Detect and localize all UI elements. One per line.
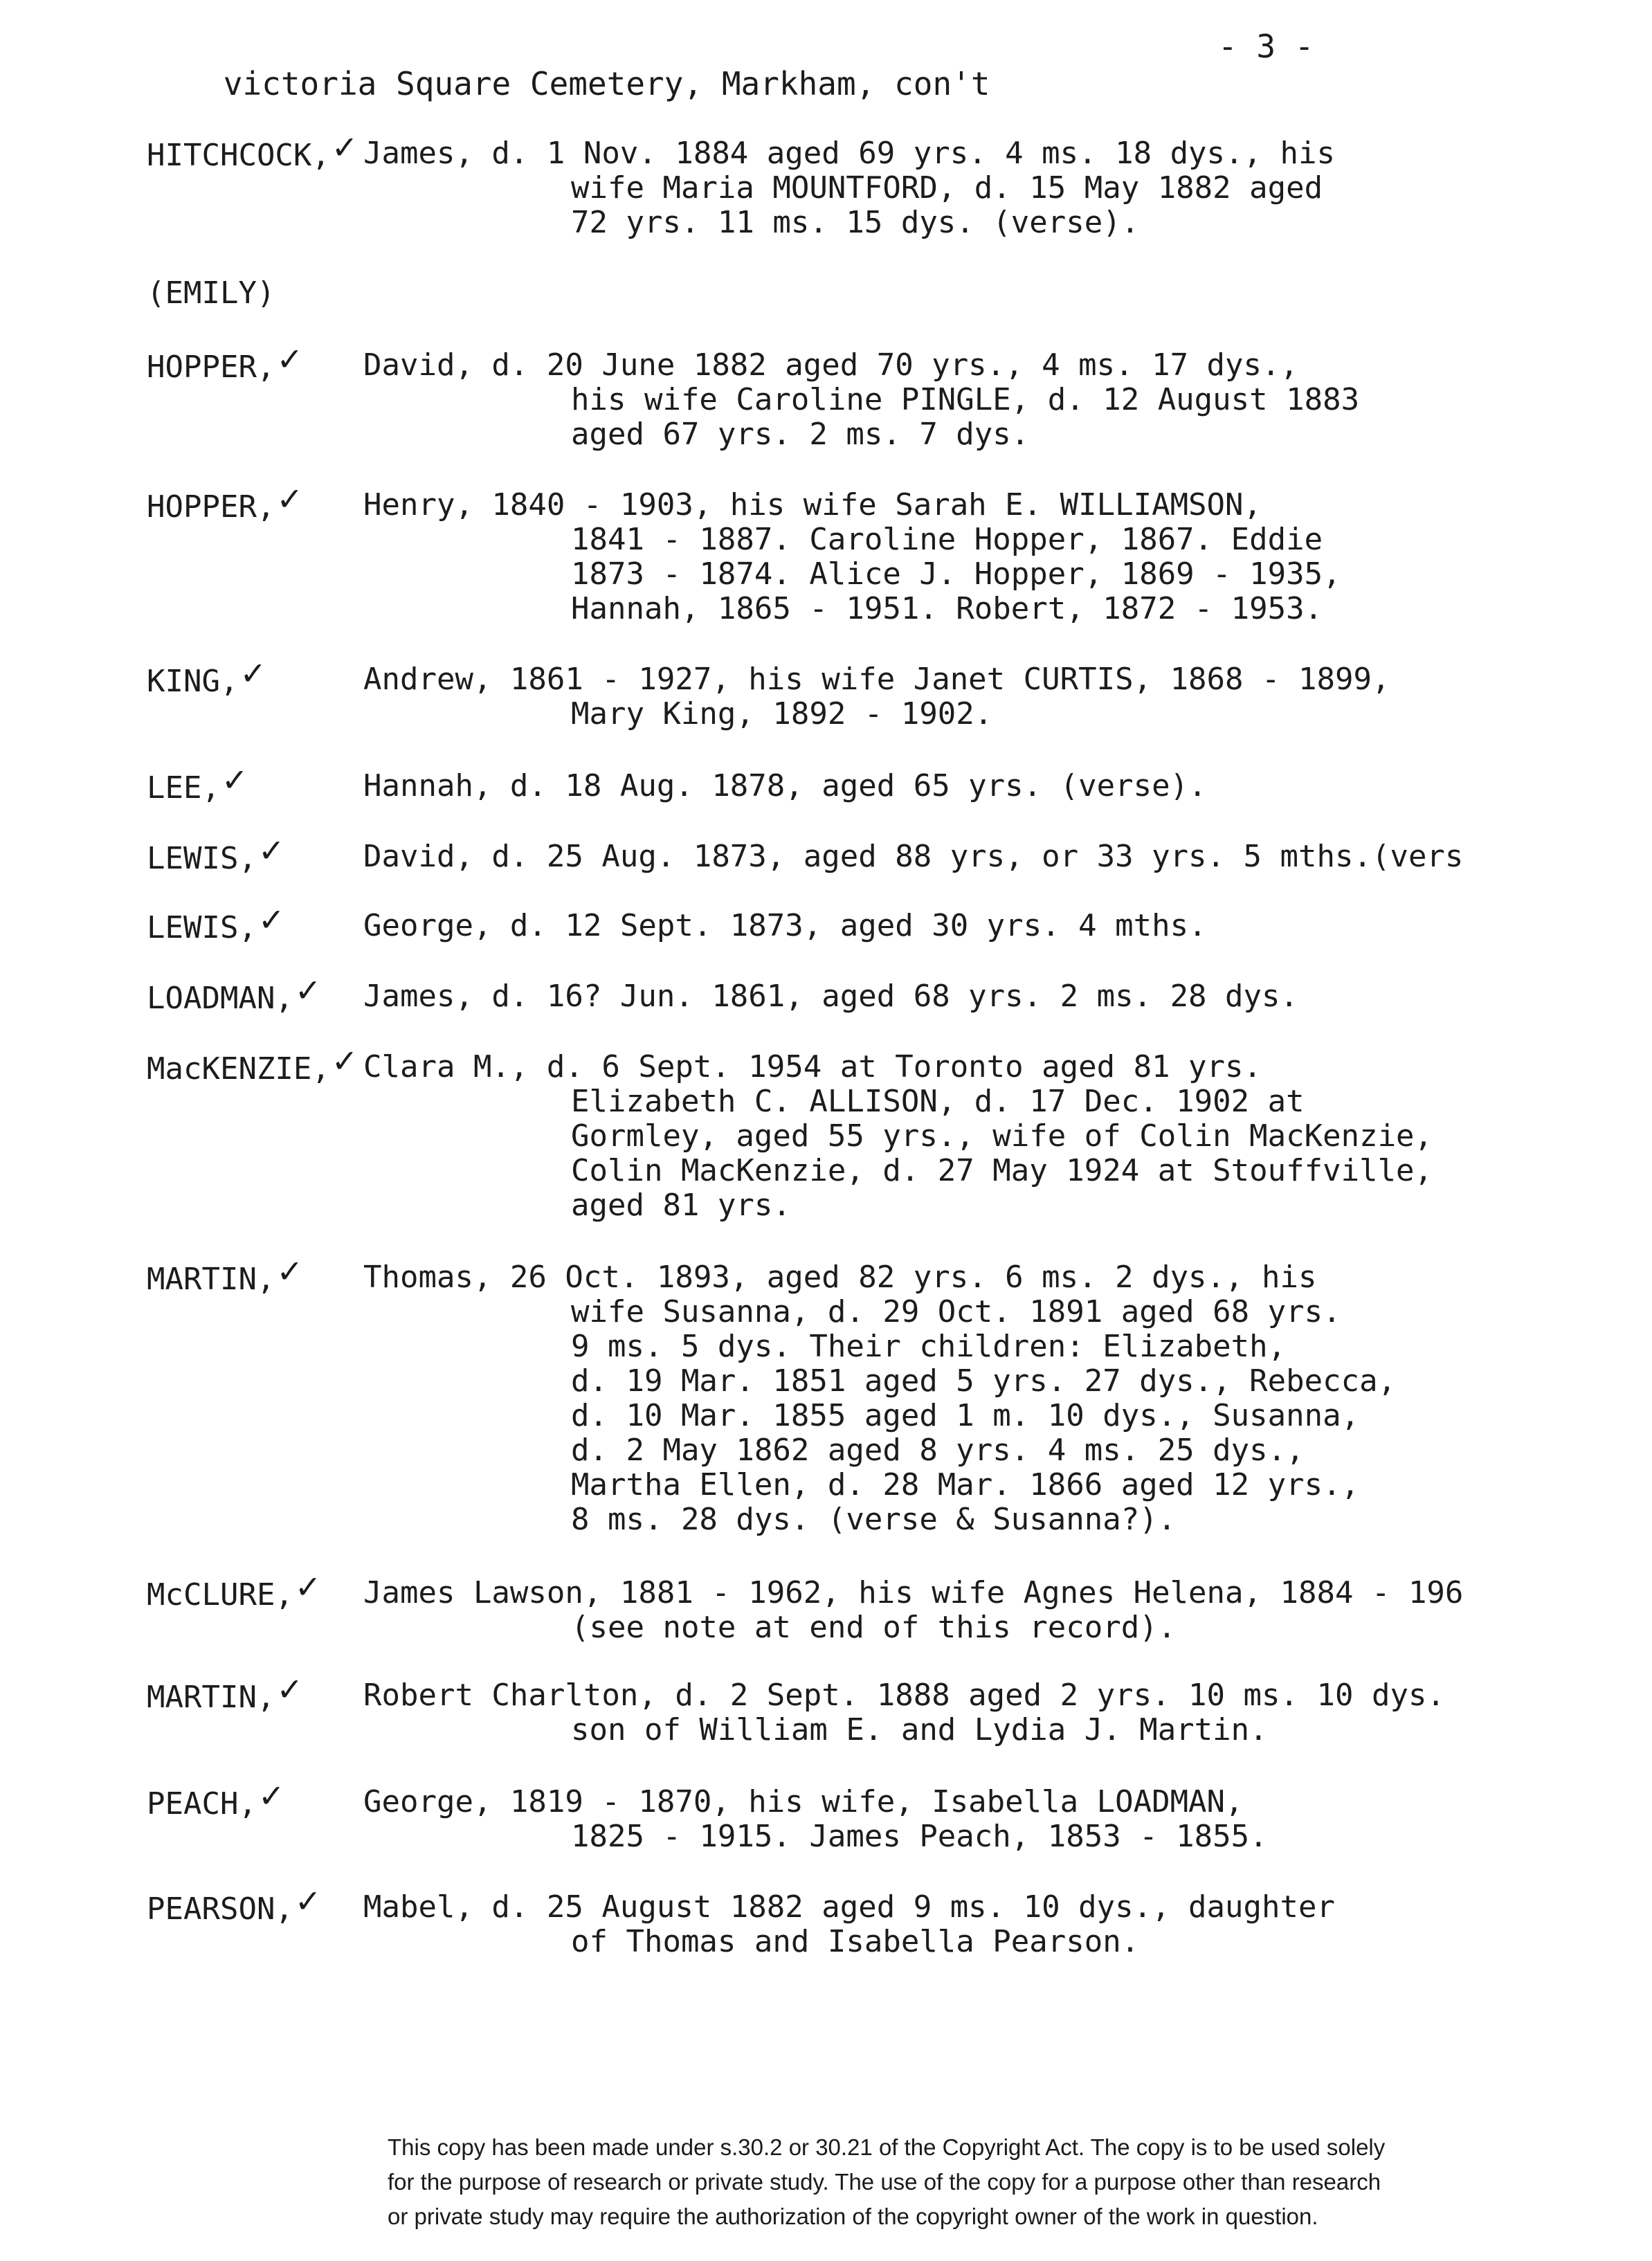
- entry-surname: LEE,✓: [147, 761, 248, 806]
- entry-surname: MARTIN,✓: [147, 1253, 303, 1297]
- entry-line: d. 10 Mar. 1855 aged 1 m. 10 dys., Susanna,: [571, 1398, 1360, 1433]
- check-mark-icon: ✓: [331, 1042, 358, 1080]
- entry-line: Mabel, d. 25 August 1882 aged 9 ms. 10 dys., daughter: [363, 1889, 1335, 1925]
- check-mark-icon: ✓: [239, 655, 266, 692]
- entry-note: (EMILY): [147, 275, 275, 311]
- entry-line: James, d. 1 Nov. 1884 aged 69 yrs. 4 ms. 18 dys., his: [363, 136, 1335, 171]
- check-mark-icon: ✓: [276, 1671, 303, 1708]
- entry-line: his wife Caroline PINGLE, d. 12 August 1883: [571, 382, 1360, 417]
- entry-line: Andrew, 1861 - 1927, his wife Janet CURTIS, 1868 - 1899,: [363, 662, 1390, 697]
- entry-line: wife Maria MOUNTFORD, d. 15 May 1882 aged: [571, 170, 1323, 206]
- check-mark-icon: ✓: [294, 972, 322, 1009]
- entry-line: 1873 - 1874. Alice J. Hopper, 1869 - 1935,: [571, 556, 1341, 592]
- entry-line: James, d. 16? Jun. 1861, aged 68 yrs. 2 ms. 28 dys.: [363, 979, 1299, 1014]
- check-mark-icon: ✓: [294, 1882, 322, 1920]
- entry-line: Gormley, aged 55 yrs., wife of Colin MacKenzie,: [571, 1118, 1433, 1154]
- page-title: victoria Square Cemetery, Markham, con't: [223, 65, 990, 102]
- check-mark-icon: ✓: [294, 1568, 322, 1606]
- entry-surname: LEWIS,✓: [147, 901, 285, 945]
- check-mark-icon: ✓: [257, 901, 285, 938]
- check-mark-icon: ✓: [221, 761, 248, 799]
- entry-line: wife Susanna, d. 29 Oct. 1891 aged 68 yrs.: [571, 1294, 1341, 1329]
- entry-surname: LEWIS,✓: [147, 832, 285, 876]
- entry-line: aged 67 yrs. 2 ms. 7 dys.: [571, 417, 1030, 452]
- page-number: - 3 -: [1218, 28, 1314, 65]
- entry-line: d. 2 May 1862 aged 8 yrs. 4 ms. 25 dys.,: [571, 1433, 1305, 1468]
- entry-line: Elizabeth C. ALLISON, d. 17 Dec. 1902 at: [571, 1084, 1305, 1119]
- entry-line: (see note at end of this record).: [571, 1610, 1177, 1645]
- entry-line: George, d. 12 Sept. 1873, aged 30 yrs. 4 mths.: [363, 908, 1207, 943]
- entry-line: 8 ms. 28 dys. (verse & Susanna?).: [571, 1502, 1177, 1537]
- entry-surname: McCLURE,✓: [147, 1568, 322, 1613]
- copyright-line: or private study may require the authorization of the copyright owner of the work in question.: [388, 2204, 1318, 2229]
- copyright-notice: [388, 2130, 1647, 2234]
- copyright-line: This copy has been made under s.30.2 or 30.21 of the Copyright Act. The copy is to be used solely: [388, 2134, 1386, 2160]
- entry-surname: PEACH,✓: [147, 1777, 285, 1822]
- entry-line: Mary King, 1892 - 1902.: [571, 696, 993, 732]
- entry-line: 72 yrs. 11 ms. 15 dys. (verse).: [571, 205, 1140, 240]
- entry-surname: HITCHCOCK,✓: [147, 129, 358, 173]
- entry-line: James Lawson, 1881 - 1962, his wife Agnes Helena, 1884 - 196: [363, 1575, 1464, 1610]
- entry-line: Henry, 1840 - 1903, his wife Sarah E. WILLIAMSON,: [363, 487, 1262, 523]
- entry-line: David, d. 20 June 1882 aged 70 yrs., 4 ms. 17 dys.,: [363, 347, 1299, 383]
- entry-surname: PEARSON,✓: [147, 1882, 322, 1927]
- entry-line: Hannah, d. 18 Aug. 1878, aged 65 yrs. (verse).: [363, 768, 1207, 803]
- check-mark-icon: ✓: [257, 832, 285, 869]
- entry-surname: HOPPER,✓: [147, 340, 303, 385]
- entry-line: Hannah, 1865 - 1951. Robert, 1872 - 1953.: [571, 591, 1323, 626]
- entry-line: d. 19 Mar. 1851 aged 5 yrs. 27 dys., Rebecca,: [571, 1363, 1397, 1399]
- entry-line: 1841 - 1887. Caroline Hopper, 1867. Eddie: [571, 522, 1323, 557]
- entry-line: Martha Ellen, d. 28 Mar. 1866 aged 12 yrs.,: [571, 1467, 1360, 1502]
- entry-line: Colin MacKenzie, d. 27 May 1924 at Stouffville,: [571, 1153, 1433, 1188]
- check-mark-icon: ✓: [276, 340, 303, 378]
- entry-surname: MARTIN,✓: [147, 1671, 303, 1715]
- entry-line: David, d. 25 Aug. 1873, aged 88 yrs, or 33 yrs. 5 mths.(vers: [363, 839, 1464, 874]
- entry-line: Clara M., d. 6 Sept. 1954 at Toronto aged 81 yrs.: [363, 1049, 1262, 1084]
- copyright-line: for the purpose of research or private study. The use of the copy for a purpose other than research: [388, 2169, 1381, 2195]
- entry-line: George, 1819 - 1870, his wife, Isabella LOADMAN,: [363, 1784, 1244, 1819]
- entry-surname: LOADMAN,✓: [147, 972, 322, 1016]
- entry-surname: MacKENZIE,✓: [147, 1042, 358, 1087]
- entry-line: Thomas, 26 Oct. 1893, aged 82 yrs. 6 ms. 2 dys., his: [363, 1260, 1317, 1295]
- entry-line: 1825 - 1915. James Peach, 1853 - 1855.: [571, 1819, 1268, 1854]
- check-mark-icon: ✓: [276, 480, 303, 518]
- entry-line: son of William E. and Lydia J. Martin.: [571, 1712, 1268, 1747]
- entry-line: of Thomas and Isabella Pearson.: [571, 1924, 1140, 1959]
- check-mark-icon: ✓: [257, 1777, 285, 1815]
- entry-line: aged 81 yrs.: [571, 1188, 791, 1223]
- entry-surname: HOPPER,✓: [147, 480, 303, 525]
- entry-line: Robert Charlton, d. 2 Sept. 1888 aged 2 yrs. 10 ms. 10 dys.: [363, 1678, 1445, 1713]
- check-mark-icon: ✓: [276, 1253, 303, 1290]
- entry-surname: KING,✓: [147, 655, 266, 699]
- check-mark-icon: ✓: [331, 129, 358, 166]
- entry-line: 9 ms. 5 dys. Their children: Elizabeth,: [571, 1329, 1287, 1364]
